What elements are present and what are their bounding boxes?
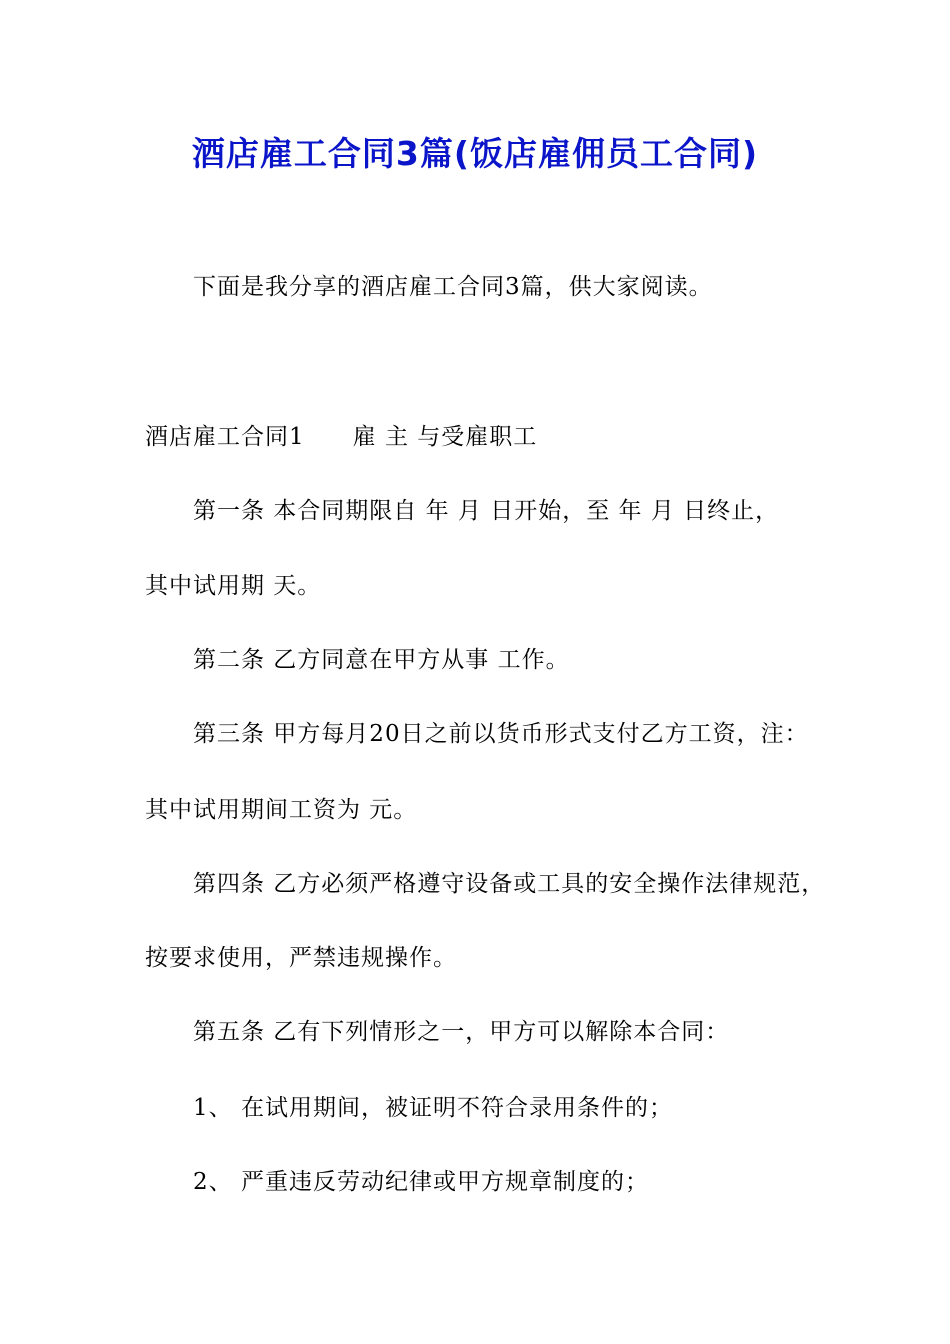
- article-2: 第二条 乙方同意在甲方从事 工作。: [193, 647, 570, 673]
- article-1-line-2: 其中试用期 天。: [145, 573, 322, 599]
- article-3-line-2: 其中试用期间工资为 元。: [145, 797, 418, 823]
- article-4-line-2: 按要求使用，严禁违规操作。: [145, 945, 457, 971]
- article-3-line-1: 第三条 甲方每月20日之前以货币形式支付乙方工资，注：: [193, 721, 809, 747]
- article-5: 第五条 乙有下列情形之一，甲方可以解除本合同：: [193, 1019, 730, 1045]
- document-title: 酒店雇工合同3篇(饭店雇佣员工合同): [191, 134, 759, 173]
- list-item-2: 2、 严重违反劳动纪律或甲方规章制度的；: [193, 1169, 649, 1195]
- intro-paragraph: 下面是我分享的酒店雇工合同3篇，供大家阅读。: [193, 274, 713, 300]
- contract-heading: 酒店雇工合同1 雇 主 与受雇职工: [145, 424, 538, 450]
- article-4-line-1: 第四条 乙方必须严格遵守设备或工具的安全操作法律规范，: [193, 871, 826, 897]
- list-item-1: 1、 在试用期间，被证明不符合录用条件的；: [193, 1095, 673, 1121]
- article-1-line-1: 第一条 本合同期限自 年 月 日开始，至 年 月 日终止，: [193, 498, 780, 524]
